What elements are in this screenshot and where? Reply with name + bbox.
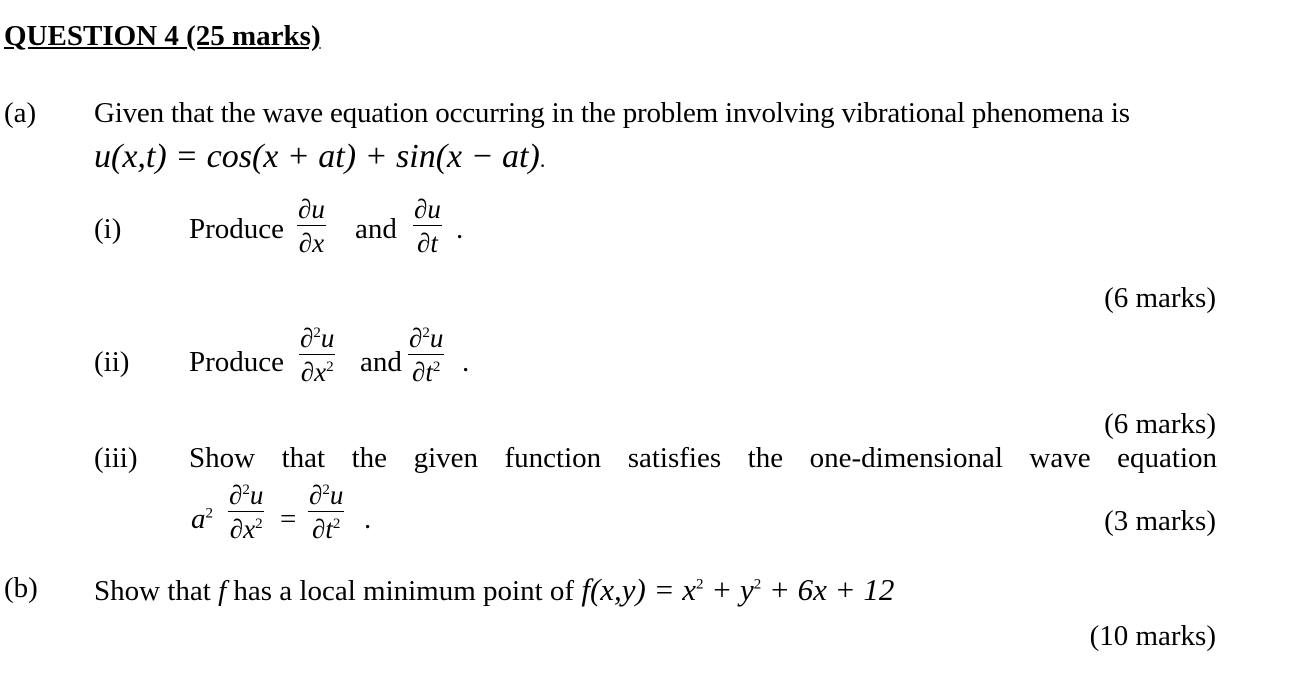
partial-t: ∂t (412, 357, 433, 387)
sub-i-verb: Produce (189, 213, 285, 245)
sub-iii-text: Show that the given function satisfies the one-dimensional wave equation (189, 442, 1217, 474)
exponent: 2 (432, 359, 441, 375)
part-b-marks: (10 marks) (1089, 620, 1216, 652)
variable-u: u (320, 323, 335, 353)
equation-period: . (539, 147, 546, 172)
equals-sign: = (280, 503, 297, 535)
fraction-bar (408, 354, 444, 355)
sub-iii-end: . (364, 503, 372, 535)
fraction-du-dt (413, 196, 442, 257)
fraction-bar (299, 354, 335, 355)
sub-i-joiner: and (355, 213, 397, 245)
fraction-denominator: ∂x (298, 228, 325, 258)
sub-iii-label: (iii) (94, 442, 138, 474)
fraction-denominator (300, 359, 335, 386)
fraction-du-dx (297, 196, 326, 257)
sub-ii-label: (ii) (94, 346, 130, 378)
exponent: 2 (753, 576, 762, 593)
fraction-denominator (229, 516, 264, 543)
fraction-bar (297, 225, 326, 226)
sub-ii-marks: (6 marks) (1104, 408, 1216, 440)
function-part-2: + y (703, 572, 754, 607)
exponent: 2 (205, 505, 213, 522)
exponent: 2 (242, 482, 250, 498)
partial-symbol: ∂ (409, 323, 423, 353)
function-symbol-f: f (218, 575, 227, 607)
fraction-denominator (311, 516, 341, 543)
part-a-label: (a) (4, 97, 37, 129)
exponent: 2 (422, 325, 430, 341)
fraction-bar (413, 225, 442, 226)
sub-i-end: . (456, 213, 464, 245)
variable-u: u (429, 323, 444, 353)
sub-i-label: (i) (94, 213, 122, 245)
exponent: 2 (332, 516, 341, 532)
sub-ii-verb: Produce (189, 346, 285, 378)
partial-t: ∂t (312, 514, 333, 544)
sub-ii-end: . (462, 346, 470, 378)
wave-eq-coefficient (191, 505, 213, 534)
partial-symbol: ∂ (309, 480, 323, 510)
fraction-numerator (228, 482, 264, 509)
partial-x: ∂x (229, 514, 256, 544)
fraction-numerator (408, 325, 444, 352)
exponent: 2 (326, 359, 334, 375)
fraction-denominator (411, 359, 441, 386)
exponent: 2 (696, 576, 704, 593)
part-b-label: (b) (4, 572, 38, 604)
fraction-d2u-dx2-lhs (228, 482, 264, 543)
wave-function-expression: u(x,t) = cos(x + at) + sin(x − at) (94, 138, 540, 175)
function-part-1: f(x,y) = x (581, 572, 697, 607)
exponent: 2 (313, 325, 321, 341)
fraction-numerator (299, 325, 335, 352)
variable-u: u (249, 480, 264, 510)
coefficient-a: a (191, 503, 206, 535)
fraction-numerator (308, 482, 344, 509)
sub-ii-joiner: and (360, 346, 402, 378)
sub-iii-marks: (3 marks) (1104, 505, 1216, 537)
fraction-bar (228, 511, 264, 512)
function-expression (581, 572, 894, 607)
fraction-numerator: ∂u (414, 194, 441, 224)
fraction-d2u-dt2 (408, 325, 444, 386)
question-heading: QUESTION 4 (25 marks) (4, 20, 321, 52)
partial-symbol: ∂ (300, 323, 314, 353)
sub-i-marks: (6 marks) (1104, 282, 1216, 314)
part-b-text (94, 574, 894, 606)
fraction-d2u-dx2 (299, 325, 335, 386)
variable-u: u (329, 480, 344, 510)
exponent: 2 (322, 482, 330, 498)
exponent: 2 (255, 516, 263, 532)
wave-function-equation (94, 138, 545, 176)
function-part-3: + 6x + 12 (761, 572, 895, 607)
part-a-intro: Given that the wave equation occurring in the problem involving vibrational phenomena is (94, 97, 1130, 129)
fraction-bar (308, 511, 344, 512)
fraction-denominator: ∂t (417, 228, 438, 258)
part-b-text-before: Show that (94, 575, 219, 607)
partial-symbol: ∂ (229, 480, 243, 510)
partial-x: ∂x (300, 357, 327, 387)
part-b-text-after: has a local minimum point of (226, 575, 582, 607)
fraction-numerator: ∂u (298, 194, 325, 224)
fraction-d2u-dt2-rhs (308, 482, 344, 543)
